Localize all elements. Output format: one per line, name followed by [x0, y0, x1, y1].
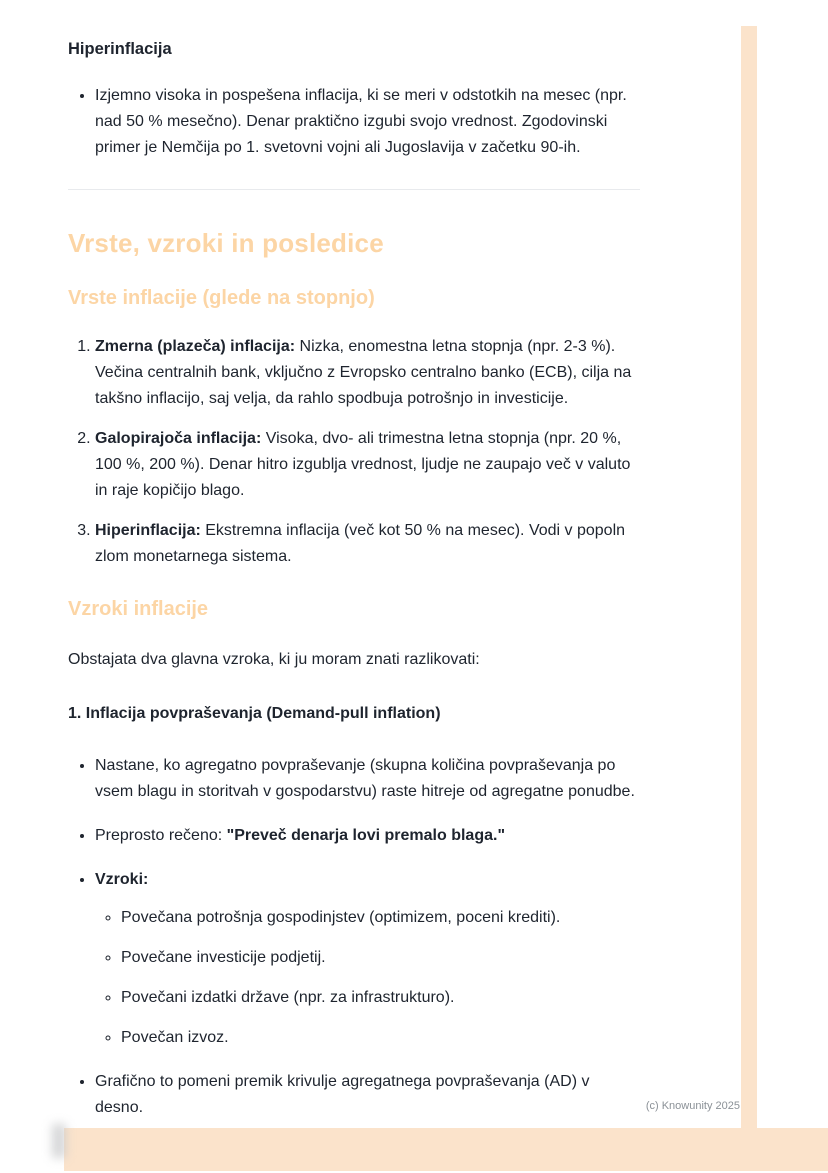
causes-sub-list — [95, 905, 640, 1051]
list-item — [95, 823, 640, 849]
list-item: ◦ Povečani izdatki države (npr. za infrastrukturo). — [121, 985, 640, 1011]
item-lead: Vzroki: — [95, 871, 149, 888]
list-item: • Grafično to pomeni premik krivulje agregatnega povpraševanja (AD) v desno. — [95, 1069, 640, 1121]
item-lead: Zmerna (plazeča) inflacija: — [95, 338, 296, 355]
page-edge-bottom — [64, 1128, 828, 1171]
hyperinflation-heading: Hiperinflacija — [68, 40, 172, 58]
list-item: ◦ Povečane investicije podjetij. — [121, 945, 640, 971]
list-item — [95, 426, 640, 504]
inflation-types-list — [68, 334, 640, 570]
causes-intro: Obstajata dva glavna vzroka, ki ju moram znati razlikovati: — [68, 651, 480, 668]
demand-pull-list — [68, 753, 640, 1121]
page-edge-right — [741, 26, 757, 1171]
list-item — [95, 518, 640, 570]
list-item: ◦ Povečan izvoz. — [121, 1025, 640, 1051]
causes-heading: Vzroki inflacije — [68, 598, 209, 620]
section-divider — [68, 189, 640, 190]
item-body: Nizka, enomestna letna stopnja (npr. 2-3 %). Večina centralnih bank, vključno z Evropsko centralno banko (ECB), cilja na takšno inflacijo, saj velja, da rahlo spodbuja potrošnjo in investicije. — [95, 338, 632, 407]
list-item: • Nastane, ko agregatno povpraševanje (skupna količina povpraševanja po vsem blagu in storitvah v gospodarstvu) raste hitreje od agregatne ponudbe. — [95, 753, 640, 805]
item-quote: "Preveč denarja lovi premalo blaga." — [226, 827, 506, 844]
item-lead: Galopirajoča inflacija: — [95, 430, 262, 447]
main-title: Vrste, vzroki in posledice — [68, 228, 384, 258]
list-item — [95, 867, 640, 1051]
list-item — [95, 334, 640, 412]
list-item: ◦ Povečana potrošnja gospodinjstev (optimizem, poceni krediti). — [121, 905, 640, 931]
item-lead: Preprosto rečeno: — [95, 827, 227, 844]
copyright-footer: (c) Knowunity 2025 — [645, 1100, 740, 1112]
hyperinflation-list — [68, 83, 640, 161]
page-corner-shadow — [52, 1124, 66, 1158]
types-heading: Vrste inflacije (glede na stopnjo) — [68, 287, 375, 309]
item-body: Ekstremna inflacija (več kot 50 % na mesec). Vodi v popoln zlom monetarnega sistema. — [95, 522, 626, 565]
item-lead: Hiperinflacija: — [95, 522, 201, 539]
page-content — [68, 0, 640, 1173]
item-body: Visoka, dvo- ali trimestna letna stopnja (npr. 20 %, 100 %, 200 %). Denar hitro izgublja vrednost, ljudje ne zaupajo več v valuto in raje kopičijo blago. — [95, 430, 631, 499]
demand-pull-heading: 1. Inflacija povpraševanja (Demand-pull inflation) — [68, 705, 441, 722]
list-item: • Izjemno visoka in pospešena inflacija, ki se meri v odstotkih na mesec (npr. nad 50 % mesečno). Denar praktično izgubi svojo vrednost. Zgodovinski primer je Nemčija po 1. svetovni vojni ali Jugoslavija v začetku 90-ih. — [95, 83, 640, 161]
